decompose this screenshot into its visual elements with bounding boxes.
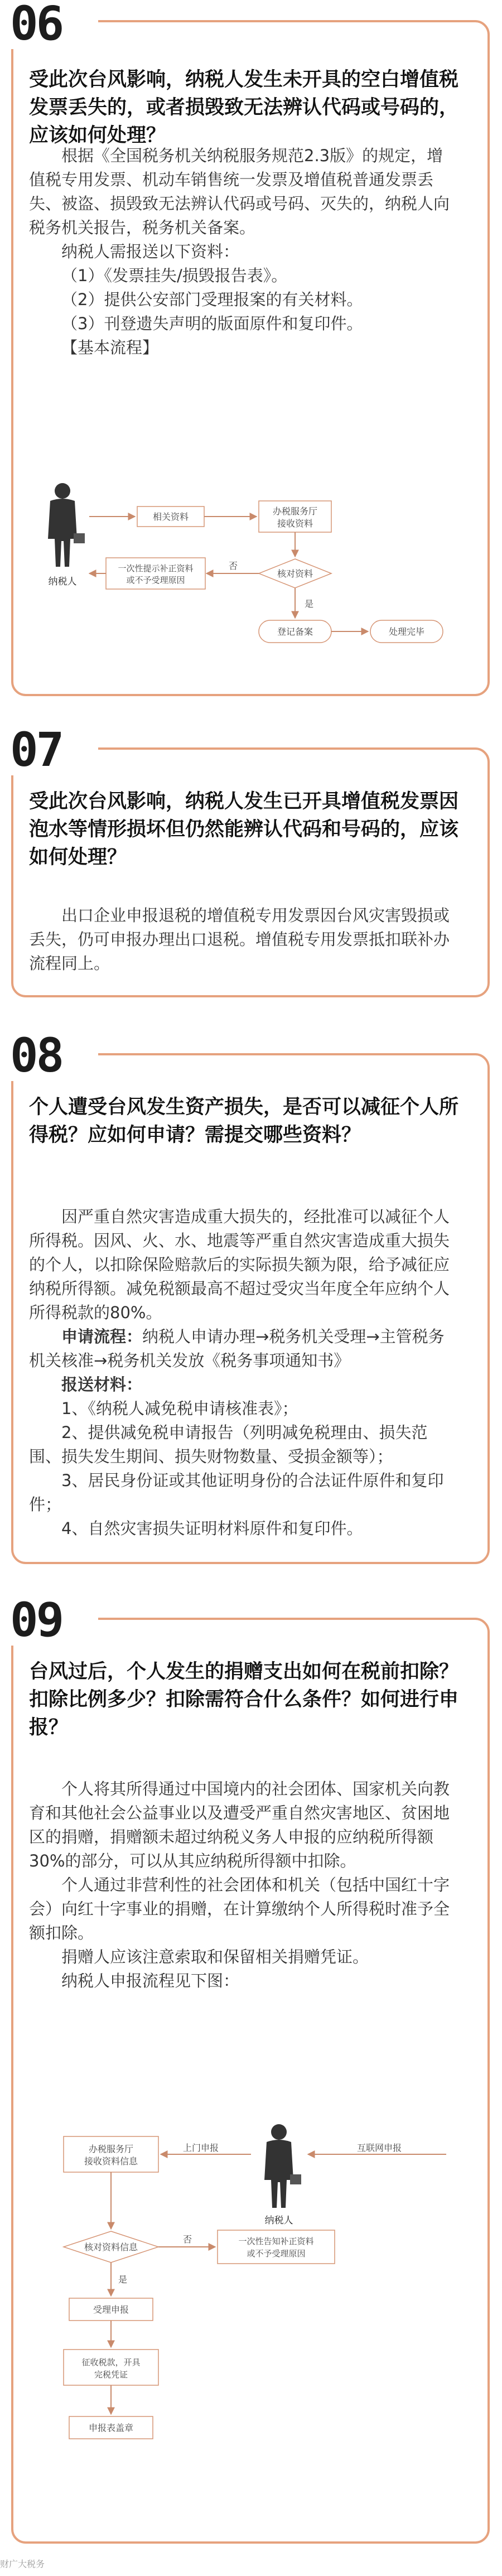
- paragraph: 因严重自然灾害造成重大损失的，经批准可以减征个人所得税。因风、火、水、地震等严重自然灾害造成重大损失的个人，以扣除保险赔款后的实际损失额为限，给予减征应纳税所得额。减免税额最高不超过受灾当年度全年应纳个人所得税款的80%。: [29, 1207, 450, 1322]
- flow-node-collect-1: 征收税款，开具: [81, 2357, 141, 2367]
- flow-label-yes: 是: [118, 2274, 128, 2285]
- section-question: 台风过后，个人发生的捐赠支出如何在税前扣除？扣除比例多少？扣除需符合什么条件？如何进行申报？: [29, 1661, 459, 1739]
- list-item: （1）《发票挂失/损毁报告表》。: [61, 266, 288, 285]
- section-question: 个人遭受台风发生资产损失，是否可以减征个人所得税？应如何申请？需提交哪些资料？: [29, 1096, 459, 1146]
- section-number: 09: [10, 1593, 62, 1647]
- list-item: 1、《纳税人减免税申请核准表》；: [61, 1399, 298, 1418]
- paragraph: 纳税人需报送以下资料：: [61, 242, 240, 261]
- flow-label-taxpayer: 纳税人: [48, 576, 77, 587]
- flow-node-check: 核对资料信息: [84, 2242, 138, 2252]
- flow-node-office-1: 办税服务厅: [88, 2144, 134, 2154]
- flow-label-onsite: 上门申报: [182, 2143, 219, 2153]
- flowchart-09: [33, 2120, 457, 2527]
- flow-node-record: 登记备案: [277, 626, 313, 637]
- apply-text: 纳税人申请办理→税务机关受理→主管税务机关核准→税务机关发放《税务事项通知书》: [29, 1327, 445, 1370]
- paragraph: 个人通过非营利性的社会团体和机关（包括中国红十字会）向红十字事业的捐赠，在计算缴纳个人所得税时准予全额扣除。: [29, 1875, 450, 1942]
- section-body: [29, 144, 458, 360]
- section-body: [29, 904, 458, 976]
- section-number-tag: [0, 0, 98, 49]
- list-item: 3、居民身份证或其他证明身份的合法证件原件和复印件；: [29, 1471, 444, 1514]
- flow-node-collect-2: 完税凭证: [94, 2370, 128, 2380]
- section-body: [29, 1205, 458, 1541]
- list-item: 2、提供减免税申请报告（列明减免税理由、损失范围、损失发生期间、损失财物数量、受损金额等）；: [29, 1423, 428, 1466]
- section-number: 08: [10, 1028, 62, 1083]
- section-question: 受此次台风影响，纳税人发生已开具增值税发票因泡水等情形损坏但仍然能辨认代码和号码的，应该如何处理？: [29, 790, 459, 869]
- flow-label-yes: 是: [305, 599, 314, 609]
- flowchart-06: [33, 472, 457, 667]
- flow-node-office-2: 接收资料: [277, 518, 313, 529]
- flow-label-no: 否: [182, 2234, 192, 2245]
- flow-node-archive: 申报表盖章: [88, 2423, 134, 2433]
- flow-node-notice-1: 一次性告知补正资料: [238, 2236, 314, 2246]
- section-number-tag: [0, 1593, 98, 1647]
- paragraph: 出口企业申报退税的增值税专用发票因台风灾害毁损或丢失，仍可申报办理出口退税。增值税专用发票抵扣联补办流程同上。: [29, 906, 450, 973]
- footer-watermark: 财广大税务: [0, 2560, 45, 2569]
- section-number-tag: [0, 722, 98, 777]
- flow-node-accept: 受理申报: [93, 2304, 129, 2315]
- section-question: 受此次台风影响，纳税人发生未开具的空白增值税发票丢失的，或者损毁致无法辨认代码或号码的，应该如何处理？: [29, 69, 459, 147]
- section-body: [29, 1777, 458, 1993]
- paragraph: 捐赠人应该注意索取和保留相关捐赠凭证。: [61, 1947, 369, 1966]
- flow-node-notice-2: 或不予受理原因: [247, 2249, 306, 2259]
- flow-node-notice-2: 或不予受理原因: [126, 575, 185, 585]
- section-number-tag: [0, 1028, 98, 1083]
- flow-label-online: 互联网申报: [356, 2143, 402, 2153]
- flow-heading: 【基本流程】: [61, 338, 159, 357]
- flow-node-office-1: 办税服务厅: [272, 506, 318, 517]
- list-item: 4、自然灾害损失证明材料原件和复印件。: [61, 1519, 363, 1538]
- apply-label: 申请流程：: [61, 1327, 143, 1346]
- paragraph: 纳税人申报流程见下图：: [61, 1971, 240, 1990]
- flow-node-submit: 相关资料: [152, 512, 189, 522]
- person-icon: [48, 483, 85, 567]
- section-number: 06: [10, 0, 62, 51]
- list-item: （2）提供公安部门受理报案的有关材料。: [61, 290, 363, 309]
- flow-node-office-2: 接收资料信息: [84, 2156, 138, 2167]
- flow-node-notice-1: 一次性提示补正资料: [118, 563, 194, 573]
- list-item: （3）刊登遗失声明的版面原件和复印件。: [61, 314, 363, 333]
- paragraph: 根据《全国税务机关纳税服务规范2.3版》的规定，增值税专用发票、机动车销售统一发票及增值税普通发票丢失、被盗、损毁致无法辨认代码或号码、灭失的，纳税人向税务机关报告，税务机关备案。: [29, 146, 450, 237]
- section-number: 07: [10, 722, 62, 777]
- person-icon: [264, 2124, 301, 2208]
- flow-node-next: 处理完毕: [388, 626, 425, 637]
- flow-label-taxpayer: 纳税人: [264, 2215, 293, 2226]
- flow-node-check: 核对资料: [277, 568, 313, 579]
- materials-label: 报送材料：: [61, 1375, 143, 1394]
- paragraph: 个人将其所得通过中国境内的社会团体、国家机关向教育和其他社会公益事业以及遭受严重自然灾害地区、贫困地区的捐赠，捐赠额未超过纳税义务人申报的应纳税所得额30%的部分，可以从其应纳税所得额中扣除。: [29, 1779, 450, 1870]
- flow-label-no: 否: [228, 561, 238, 571]
